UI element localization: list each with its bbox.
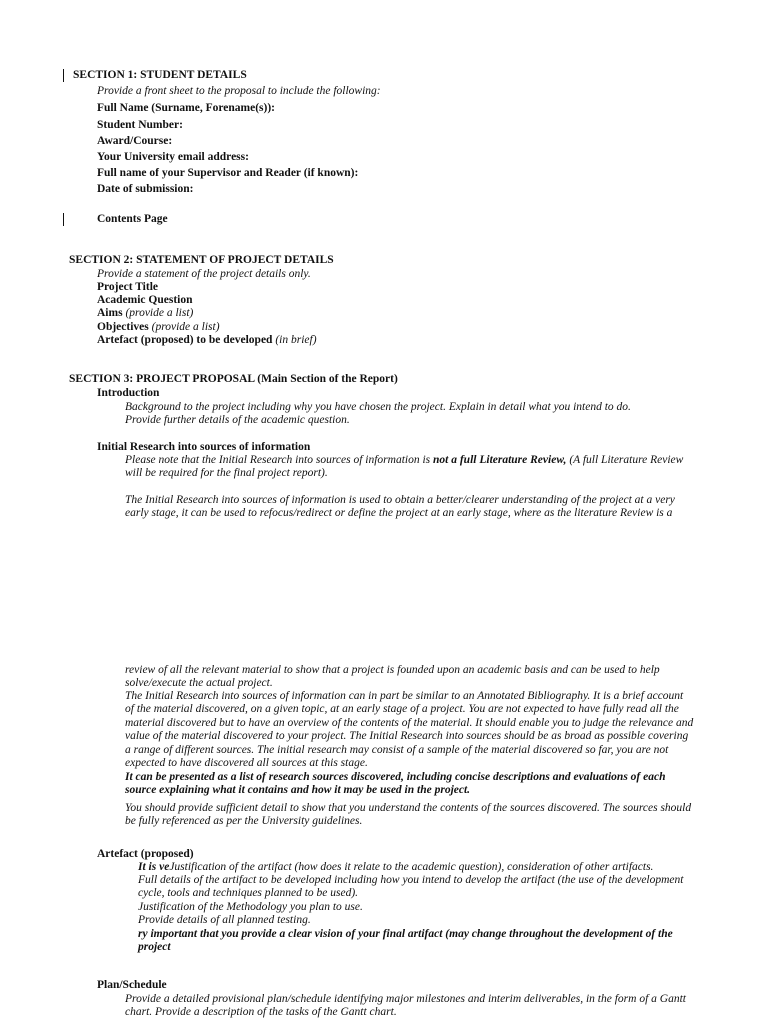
change-bar (63, 213, 64, 226)
academic-question-item (97, 294, 193, 307)
introduction-line: Background to the project including why you have chosen the project. Explain in detail what you intend to do. (125, 401, 631, 413)
artefact-item (97, 334, 317, 347)
note-text: (A full Literature Review will be required for the final project report). (125, 454, 684, 480)
section1-heading: SECTION 1: STUDENT DETAILS (73, 69, 247, 81)
artefact-line: Justification of the Methodology you plan to use. (138, 901, 363, 913)
field-student-number: Student Number: (97, 119, 183, 131)
section1-intro: Provide a front sheet to the proposal to include the following: (97, 85, 381, 97)
item-note: (provide a list) (122, 307, 194, 319)
artefact-emphasis-line: ry important that you provide a clear vision of your final artifact (may change throughout the development of the project (138, 928, 673, 954)
field-full-name: Full Name (Surname, Forename(s)): (97, 102, 276, 114)
objectives-item (97, 321, 220, 334)
aims-item (97, 307, 193, 320)
initial-research-emphasis: It can be presented as a list of research sources discovered, including concise descriptions and evaluations of each source explaining what it contains and how it may be used in the project. (125, 771, 666, 797)
item-note: (provide a list) (148, 321, 220, 333)
item-note: (in brief) (272, 334, 317, 346)
section2-heading: SECTION 2: STATEMENT OF PROJECT DETAILS (69, 254, 334, 266)
item-label: Aims (97, 307, 123, 319)
initial-research-title: Initial Research into sources of information (97, 441, 311, 453)
artefact-line: Full details of the artifact to be developed including how you intend to develop the artifact (the use of the development cycle, tools and techniques planned to be used). (138, 874, 684, 900)
note-text: Please note that the Initial Research into sources of information is (125, 454, 434, 466)
artefact-line: Provide details of all planned testing. (138, 914, 311, 926)
note-emphasis: not a full Literature Review, (433, 454, 567, 466)
section3-heading: SECTION 3: PROJECT PROPOSAL (Main Section of the Report) (69, 373, 398, 385)
section2-intro: Provide a statement of the project details only. (97, 268, 311, 280)
plan-text: Provide a detailed provisional plan/schedule identifying major milestones and interim deliverables, in the form of a Gantt chart. Provide a description of the tasks of the Gantt chart. (125, 993, 686, 1019)
contents-page-label: Contents Page (97, 213, 168, 225)
initial-research-para: review of all the relevant material to show that a project is founded upon an academic basis and can be used to help solve/execute the actual project. (125, 664, 660, 690)
artefact-text: Justification of the artifact (how does it relate to the academic question), consideration of other artifacts. (169, 861, 654, 873)
item-label: Objectives (97, 321, 149, 333)
initial-research-para: You should provide sufficient detail to show that you understand the contents of the sources discovered. The sources should be fully referenced as per the University guidelines. (125, 802, 692, 828)
initial-research-para: The Initial Research into sources of information can in part be similar to an Annotated Bibliography. It is a brief account of the material discovered, on a given topic, at an early stage of a project. You are not expected to have fully read all the material discovered but to have an overview of the contents of the material. It should enable you to judge the relevance and value of the material discovered to your project. The Initial Research into sources should be as broad as possible covering a range of different sources. The initial research may consist of a sample of the material discovered so far, you are not expected to have discovered all sources at this stage. (125, 690, 694, 770)
item-label: Project Title (97, 281, 158, 293)
item-label: Artefact (proposed) to be developed (97, 334, 273, 346)
artefact-title: Artefact (proposed) (97, 848, 194, 860)
artefact-line (138, 861, 653, 874)
item-label: Academic Question (97, 294, 193, 306)
change-bar (63, 69, 64, 82)
introduction-title: Introduction (97, 387, 160, 399)
project-title-item (97, 281, 158, 294)
initial-research-note (125, 454, 695, 481)
field-award-course: Award/Course: (97, 135, 173, 147)
field-email: Your University email address: (97, 151, 249, 163)
field-submission-date: Date of submission: (97, 183, 194, 195)
plan-title: Plan/Schedule (97, 979, 167, 991)
initial-research-para: The Initial Research into sources of information is used to obtain a better/clearer understanding of the project at a very early stage, it can be used to refocus/redirect or define the project at an early stage, where as the literature Review is a (125, 494, 675, 520)
introduction-line: Provide further details of the academic question. (125, 414, 350, 426)
field-supervisor: Full name of your Supervisor and Reader (if known): (97, 167, 359, 179)
artefact-emphasis: It is ve (138, 861, 170, 873)
